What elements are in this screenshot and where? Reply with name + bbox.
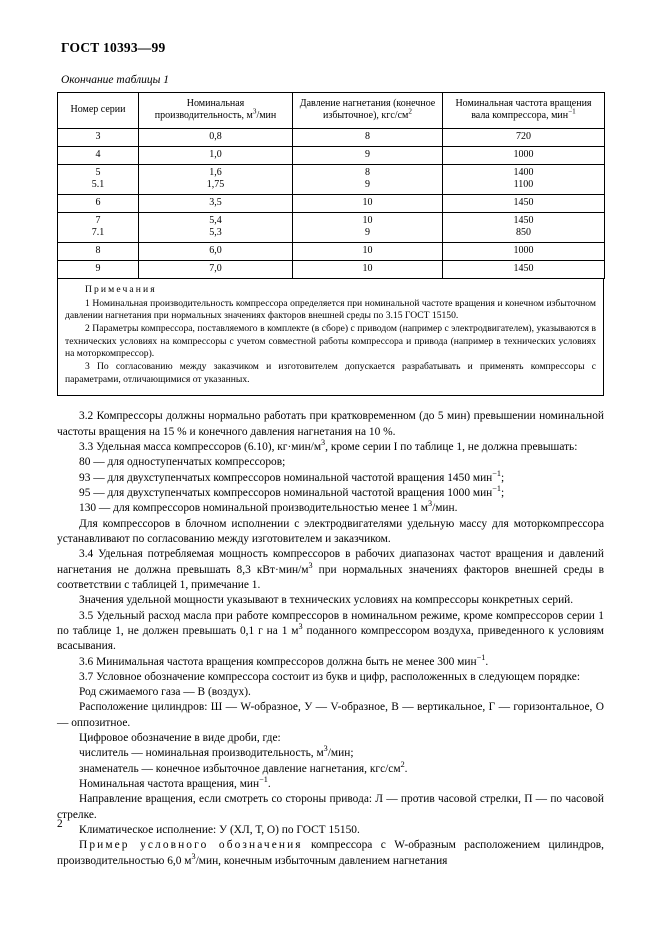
cell-speed: [443, 261, 605, 279]
clause-3-6-pre: 3.6 Минимальная частота вращения компрессоров должна быть не менее 300 мин: [79, 655, 477, 668]
table-row: [58, 129, 605, 147]
cell-capacity-value: 5,3: [209, 227, 222, 238]
designation-climate: Климатическое исполнение: У (ХЛ, Т, О) по ГОСТ 15150.: [79, 824, 360, 837]
column-header-speed: [443, 93, 605, 129]
page-number: 2: [57, 818, 63, 830]
cell-speed-value: 1400: [513, 167, 534, 178]
page-title: ГОСТ 10393—99: [61, 40, 166, 55]
denominator-post: .: [404, 762, 408, 775]
numerator-sup: 3: [323, 744, 328, 754]
mass-limit-93: [57, 468, 604, 486]
body-text: [57, 409, 604, 869]
mass-limit-93-pre: 93 — для двухступенчатых компрессоров номинальной частотой вращения 1450 мин: [79, 471, 493, 484]
note-item: 3 По согласованию между заказчиком и изготовителем допускается разрабатывать и применять компрессоры с параметрами, отличающимися от указанных.: [65, 360, 596, 385]
cell-pressure: [293, 261, 443, 279]
cell-pressure: [293, 165, 443, 195]
cell-speed: [443, 195, 605, 213]
mass-limit-93-post: ;: [500, 471, 505, 484]
cell-pressure: [293, 243, 443, 261]
designation-cylinders: Расположение цилиндров: Ш — W-образное, У — V-образное, В — вертикальное, Г — горизонтальное, О — оппозитное.: [57, 701, 604, 729]
cell-series-value: 9: [95, 263, 101, 274]
cell-speed: [443, 213, 605, 243]
cell-speed: [443, 129, 605, 147]
cell-pressure-value: 10: [362, 245, 373, 256]
column-header-capacity-line1: Номинальная: [186, 98, 245, 109]
designation-rotation: Направление вращения, если смотреть со стороны привода: Л — против часовой стрелки, П — по часовой стрелке.: [57, 793, 604, 821]
cell-speed: [443, 243, 605, 261]
cell-speed-value: 1100: [513, 179, 534, 190]
notes-title: Примечания: [85, 284, 157, 295]
designation-digit: Цифровое обозначение в виде дроби, где:: [79, 732, 281, 745]
cell-speed-value: 1000: [513, 245, 534, 256]
clause-3-4-post: при нормальных значениях факторов внешней среды в соответствии с таблицей 1, примечание 1.: [57, 563, 604, 591]
clause-3-3-pre: 3.3 Удельная масса компрессоров (6.10), кг·мин/м: [79, 440, 322, 453]
cell-series-value: 5: [95, 167, 101, 178]
cell-speed-value: 720: [516, 131, 531, 142]
table-row: [58, 213, 605, 243]
cell-pressure-value: 9: [365, 149, 370, 160]
mass-limit-80: 80 — для одноступенчатых компрессоров;: [79, 456, 286, 469]
numerator-post: /мин;: [327, 747, 354, 760]
column-header-speed-line1: Номинальная частота вращения: [455, 98, 592, 109]
table-row: [58, 195, 605, 213]
clause-3-5-sup: 3: [298, 622, 303, 632]
cell-speed-value: 1000: [513, 149, 534, 160]
column-header-pressure-line1: Давление нагнетания (конечное: [299, 98, 436, 109]
cell-capacity-value: 6,0: [209, 245, 222, 256]
cell-pressure-value: 10: [362, 197, 373, 208]
clause-3-3-post: , кроме серии I по таблице 1, не должна превышать:: [325, 440, 578, 453]
cell-speed-value: 1450: [513, 197, 534, 208]
denominator-pre: знаменатель — конечное избыточное давление нагнетания, кгс/см: [79, 762, 401, 775]
example-post: /мин, конечным избыточным давлением нагнетания: [195, 854, 448, 867]
cell-speed-value: 850: [516, 227, 531, 238]
speed-sup: −1: [259, 775, 268, 785]
cell-series: [58, 213, 139, 243]
table-row: [58, 147, 605, 165]
designation-speed: [57, 777, 604, 792]
cell-speed-value: 1450: [513, 263, 534, 274]
notes-box: [57, 279, 604, 396]
clause-3-6-sup: −1: [476, 652, 486, 662]
clause-3-5-pre: 3.5 Удельный расход масла при работе компрессоров в номинальном режиме, кроме компрессоров серии 1 по таблице 1, не должен превышать 0,1 г на 1 м: [57, 609, 604, 637]
clause-3-4-sup: 3: [308, 560, 313, 570]
clause-3-7: 3.7 Условное обозначение компрессора состоит из букв и цифр, расположенных в следующем порядке:: [79, 670, 581, 683]
cell-series: [58, 129, 139, 147]
clause-3-4-pre: 3.4 Удельная потребляемая мощность компрессоров в рабочих диапазонах частот вращения и давлений нагнетания не должна превышать 8,3 кВт·мин/м: [57, 548, 604, 576]
column-header-pressure-line2: [297, 107, 438, 122]
designation-numerator: [57, 746, 604, 761]
table-row: [58, 243, 605, 261]
example-sup: 3: [191, 851, 196, 861]
cell-speed: [443, 147, 605, 165]
table-header: [58, 93, 605, 129]
example-pre: компрессора с W-образным расположением цилиндров, производительностью 6,0 м: [57, 839, 604, 867]
clause-3-5: [57, 609, 604, 655]
mass-limit-130-post: /мин.: [432, 502, 458, 515]
mass-limit-93-sup: −1: [492, 468, 501, 478]
cell-capacity: [139, 165, 293, 195]
capacity-unit-pre: производительность, м: [154, 110, 253, 121]
cell-capacity: [139, 243, 293, 261]
clause-3-5-post: поданного компрессором воздуха, приведенного к условиям всасывания.: [57, 624, 604, 653]
column-header-series: [58, 93, 139, 129]
speed-unit-sup: −1: [568, 107, 576, 116]
denominator-sup: 2: [400, 760, 405, 769]
cell-capacity-value: 3,5: [209, 197, 222, 208]
mass-limit-130-sup: 3: [427, 499, 433, 509]
cell-capacity: [139, 261, 293, 279]
numerator-pre: числитель — номинальная производительность, м: [79, 747, 324, 760]
cell-pressure: [293, 213, 443, 243]
specific-power-note: Значения удельной мощности указывают в технических условиях на компрессоры конкретных серий.: [79, 594, 574, 607]
cell-series-value: 3: [95, 131, 101, 142]
cell-pressure-value: 8: [365, 167, 370, 178]
cell-pressure-value: 9: [365, 227, 370, 238]
designation-example: [57, 838, 604, 869]
mass-limit-95-post: ;: [500, 486, 505, 499]
cell-series-value: 5.1: [91, 179, 105, 190]
mass-limit-130-pre: 130 — для компрессоров номинальной производительностью менее 1 м: [79, 502, 428, 515]
cell-pressure: [293, 129, 443, 147]
cell-capacity-value: 7,0: [209, 263, 222, 274]
table-body: [58, 129, 605, 279]
table-row: [58, 165, 605, 195]
pressure-unit-pre: избыточное), кгс/см: [323, 110, 409, 121]
cell-pressure: [293, 147, 443, 165]
cell-capacity-value: 1,75: [206, 179, 225, 190]
cell-capacity-value: 1,0: [209, 149, 222, 160]
pressure-unit-sup: 2: [408, 107, 412, 116]
capacity-unit-post: /мин: [256, 110, 277, 121]
cell-pressure-value: 8: [365, 131, 370, 142]
page-content: [57, 40, 604, 869]
clause-3-3: [57, 440, 604, 455]
cell-pressure-value: 9: [365, 179, 370, 190]
cell-series-value: 4: [95, 149, 101, 160]
cell-series-value: 7: [95, 215, 101, 226]
speed-unit-pre: вала компрессора, мин: [471, 110, 569, 121]
cell-series: [58, 195, 139, 213]
cell-capacity-value: 5,4: [209, 215, 222, 226]
table-caption: Окончание таблицы 1: [61, 74, 169, 86]
cell-series: [58, 243, 139, 261]
cell-capacity: [139, 213, 293, 243]
note-item: 1 Номинальная производительность компрессора определяется при номинальной частоте вращения и конечном избыточном давлении нагнетания при нормальных значениях факторов внешней среды по 3.15 ГОСТ 15150.: [65, 297, 596, 322]
cell-series: [58, 147, 139, 165]
cell-pressure: [293, 195, 443, 213]
capacity-unit-sup: 3: [252, 107, 257, 116]
speed-post: .: [267, 778, 271, 791]
cell-capacity: [139, 147, 293, 165]
cell-series-value: 6: [95, 197, 101, 208]
clause-3-2: 3.2 Компрессоры должны нормально работать при кратковременном (до 5 мин) превышении номинальной частоты вращения на 15 % и конечного давления нагнетания на 10 %.: [57, 410, 604, 438]
column-header-speed-line2: [447, 107, 600, 122]
clause-3-3-sup: 3: [321, 438, 326, 448]
cell-series: [58, 261, 139, 279]
column-header-capacity-line2: [143, 107, 288, 122]
cell-series-value: 8: [95, 245, 101, 256]
cell-pressure-value: 10: [362, 215, 373, 226]
speed-pre: Номинальная частота вращения, мин: [79, 778, 260, 791]
cell-capacity: [139, 129, 293, 147]
table-row: [58, 261, 605, 279]
cell-series-value: 7.1: [91, 227, 105, 238]
cell-pressure-value: 10: [362, 263, 373, 274]
cell-speed-value: 1450: [513, 215, 534, 226]
clause-3-6-post: .: [485, 655, 489, 668]
specification-table: [57, 92, 605, 279]
mass-limit-130: [57, 501, 604, 516]
designation-denominator: [57, 762, 604, 777]
mass-limit-95: [57, 486, 604, 501]
column-header-series-label: Номер серии: [70, 103, 126, 115]
mass-limit-95-sup: −1: [492, 484, 501, 494]
cell-capacity-value: 1,6: [209, 167, 222, 178]
designation-gas: Род сжимаемого газа — В (воздух).: [79, 686, 251, 699]
clause-3-4: [57, 547, 604, 593]
cell-capacity-value: 0,8: [209, 131, 222, 142]
column-header-pressure: [293, 93, 443, 129]
clause-3-6: [57, 652, 604, 670]
table-header-row: [58, 93, 605, 129]
block-design-paragraph: Для компрессоров в блочном исполнении с электродвигателями удельную массу для моторкомпрессора устанавливают по согласованию между изготовителем и заказчиком.: [57, 517, 604, 545]
cell-speed: [443, 165, 605, 195]
column-header-capacity: [139, 93, 293, 129]
note-item: 2 Параметры компрессора, поставляемого в комплекте (в сборе) с приводом (например с электродвигателем), указываются в технических условиях на компрессоры с учетом совместной работы компрессора и привода (например в технических условиях на моторкомпрессор).: [65, 322, 596, 360]
example-label: Пример условного обозначения: [79, 839, 303, 852]
cell-capacity: [139, 195, 293, 213]
mass-limit-95-pre: 95 — для двухступенчатых компрессоров номинальной частотой вращения 1000 мин: [79, 486, 493, 499]
cell-series: [58, 165, 139, 195]
